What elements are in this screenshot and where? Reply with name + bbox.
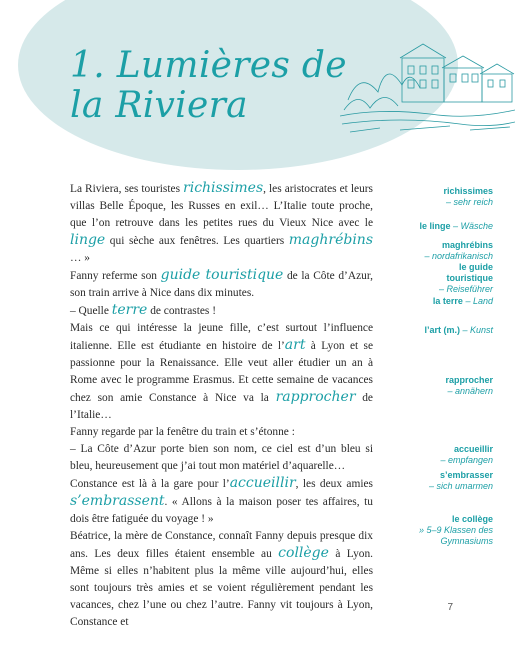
gloss-term: le linge <box>419 221 451 231</box>
paragraph-text: à Lyon et se passionne pour la Renaissance. Elle veut aller étudier un an à Rome avec le programme Erasmus. Et cette semaine de vacances chez son amie Constance à Nice va la <box>70 340 373 404</box>
story-paragraph <box>70 267 373 302</box>
gloss-translation: – Reiseführer <box>438 284 493 294</box>
gloss-translation: – Land <box>465 296 493 306</box>
paragraph-text: , les aristocrates et leurs villas Belle Époque, les Russes en exil… L’Italie toute proche, que l’on retrouve dans les petites rues du Vieux Nice avec le <box>70 183 373 229</box>
gloss-translation: – annähern <box>447 386 493 396</box>
gloss-translation: – Wäsche <box>452 221 493 231</box>
gloss-term: le guide touristique <box>446 262 493 283</box>
gloss-entry <box>383 375 493 397</box>
gloss-translation: – Kunst <box>462 325 493 335</box>
gloss-entry <box>383 262 493 295</box>
paragraph-text: – La Côte d’Azur porte bien son nom, ce ciel est d’un bleu si bleu, heureusement que j’ai tout mon matériel d’aquarelle… <box>70 443 373 472</box>
paragraph-text: Constance est là à la gare pour l’ <box>70 478 230 490</box>
gloss-entry <box>383 221 493 232</box>
gloss-entry <box>383 240 493 262</box>
story-paragraph <box>70 528 373 631</box>
paragraph-text: , les deux amies <box>295 478 373 490</box>
story-paragraph <box>70 475 373 528</box>
gloss-translation: – empfangen <box>440 455 493 465</box>
chapter-title: 1. Lumières de la Riviera <box>70 45 347 126</box>
vocabulary-keyword: art <box>284 337 306 353</box>
paragraph-text: Fanny regarde par la fenêtre du train et s’étonne : <box>70 426 295 438</box>
gloss-translation: – sich umarmen <box>428 481 493 491</box>
story-paragraph <box>70 302 373 320</box>
vocabulary-keyword: collège <box>278 545 329 561</box>
story-paragraph <box>70 320 373 424</box>
gloss-entry <box>383 514 493 547</box>
page-number: 7 <box>447 602 453 613</box>
paragraph-text: Fanny referme son <box>70 270 161 282</box>
vocabulary-keyword: terre <box>111 302 148 318</box>
story-paragraph <box>70 180 373 267</box>
gloss-term: accueillir <box>453 444 493 454</box>
gloss-entry <box>383 444 493 466</box>
paragraph-text: La Riviera, ses touristes <box>70 183 184 195</box>
gloss-term: richissimes <box>443 186 493 196</box>
gloss-term: maghrébins <box>441 240 493 250</box>
gloss-term: rapprocher <box>445 375 493 385</box>
gloss-translation: » 5–9 Klassen des Gymnasiums <box>418 525 493 546</box>
vocabulary-keyword: accueillir <box>229 475 296 491</box>
paragraph-text: de contrastes ! <box>147 305 216 317</box>
vocabulary-keyword: rapprocher <box>275 389 356 405</box>
vocabulary-keyword: maghrébins <box>288 232 373 248</box>
vocabulary-keyword: guide touristique <box>160 267 284 283</box>
paragraph-text: . « Allons à la maison poser tes affaires, tu dois être fatiguée du voyage ! » <box>70 496 373 525</box>
paragraph-text: … » <box>70 252 90 264</box>
gloss-entry <box>383 296 493 307</box>
gloss-term: la terre <box>432 296 463 306</box>
paragraph-text: à Lyon. Même si elles n’habitent plus la même ville aujourd’hui, elles sont toujours très amies et se voient régulièrement pendant les vacances, chez l’une ou chez l’autre. Fanny vit toujours à Lyon, Constance et <box>70 548 374 628</box>
gloss-entry <box>383 186 493 208</box>
gloss-term: l’art (m.) <box>424 325 460 335</box>
paragraph-text: – Quelle <box>70 305 112 317</box>
paragraph-text: Mais ce qui intéresse la jeune fille, c’est surtout l’influence italienne. Elle est étudiante en histoire de l’ <box>70 322 373 352</box>
paragraph-text: qui sèche aux fenêtres. Les quartiers <box>105 235 289 247</box>
story-paragraph <box>70 441 373 475</box>
story-paragraph <box>70 424 373 441</box>
paragraph-text: de l’Italie… <box>70 392 373 421</box>
gloss-entry <box>383 470 493 492</box>
gloss-translation: – sehr reich <box>445 197 493 207</box>
vocabulary-keyword: richissimes <box>183 180 264 196</box>
paragraph-text: Béatrice, la mère de Constance, connaît Fanny depuis presque dix ans. Les deux filles étaient ensemble au <box>70 530 373 560</box>
vocabulary-keyword: linge <box>70 232 106 248</box>
story-text <box>70 180 373 631</box>
gloss-entry <box>383 325 493 336</box>
paragraph-text: de la Côte d’Azur, son train arrive à Nice dans dix minutes. <box>70 270 374 299</box>
gloss-term: le collège <box>451 514 493 524</box>
gloss-translation: – nordafrikanisch <box>424 251 493 261</box>
gloss-term: s’embrasser <box>439 470 493 480</box>
vocabulary-keyword: s’embrassent <box>70 493 165 509</box>
